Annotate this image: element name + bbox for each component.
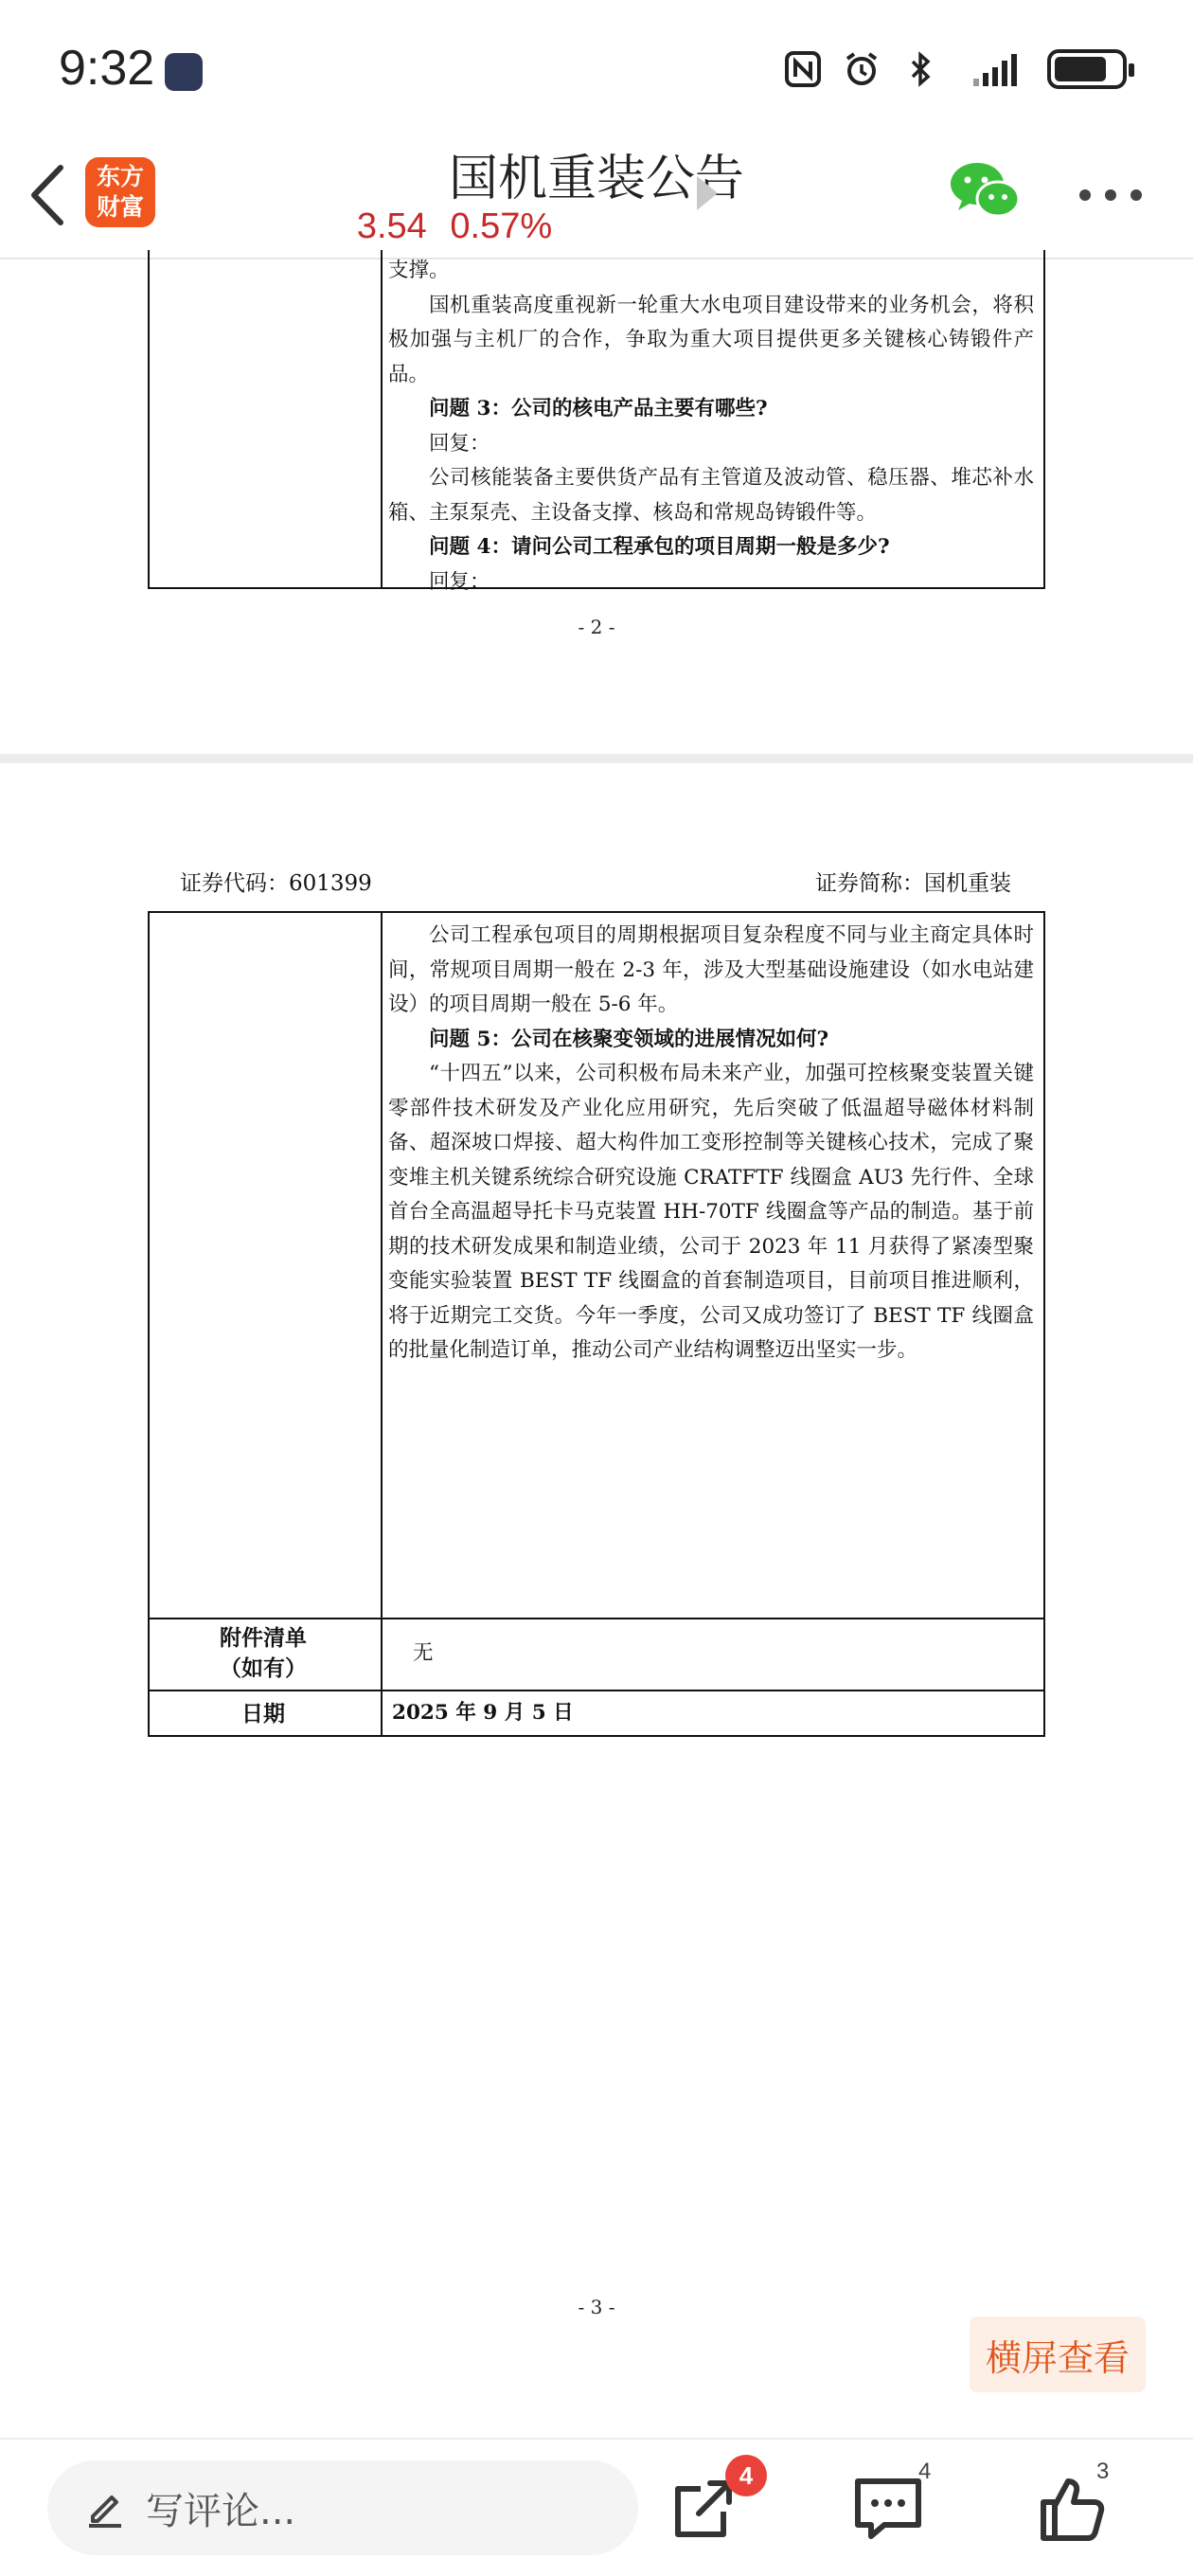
stock-quote: [0, 206, 909, 247]
brand-line-1: 东方: [96, 163, 144, 190]
page-number: - 3 -: [578, 2296, 615, 2318]
status-icons: [784, 45, 1127, 93]
question-heading: 问题 4：请问公司工程承包的项目周期一般是多少?: [429, 535, 890, 559]
doc-line: 回复：: [429, 569, 490, 594]
more-dot-icon: [1105, 189, 1116, 201]
comment-placeholder: 写评论...: [146, 2489, 296, 2533]
battery-icon: [1047, 49, 1127, 89]
attachment-row: [148, 1618, 1045, 1690]
comment-input[interactable]: [47, 2460, 638, 2555]
date-value: 2025 年 9 月 5 日: [392, 1701, 574, 1725]
comment-count: 4: [918, 2459, 932, 2484]
share-count-badge: 4: [725, 2455, 767, 2496]
attachment-label-line: 附件清单: [220, 1625, 307, 1651]
brand-line-2: 财富: [96, 193, 144, 221]
attachment-label-line: （如有）: [220, 1655, 307, 1681]
wechat-share-icon[interactable]: [949, 159, 1021, 222]
more-dot-icon: [1131, 189, 1142, 201]
page2-table: [148, 250, 1045, 594]
comment-icon[interactable]: [848, 2468, 928, 2548]
doc-paragraph: 国机重装高度重视新一轮重大水电项目建设带来的业务机会，将积极加强与主机厂的合作，争取为重大项目提供更多关键核心铸锻件产品。: [388, 293, 1034, 386]
date-label: 日期: [241, 1701, 285, 1726]
pencil-icon: [85, 2488, 125, 2528]
doc-paragraph: 公司工程承包项目的周期根据项目复杂程度不同与业主商定具体时间，常规项目周期一般在 2-3 年，涉及大型基础设施建设（如水电站建设）的项目周期一般在 5-6 年。: [388, 923, 1034, 1016]
page3-cell: [388, 919, 1034, 1368]
security-name: 证券简称：国机重装: [815, 871, 1011, 896]
page-number: - 2 -: [578, 616, 615, 638]
caret-right-icon[interactable]: [697, 176, 718, 210]
pdf-viewer[interactable]: [0, 259, 1193, 2438]
like-count: 3: [1096, 2459, 1110, 2484]
page-title: 国机重装公告: [448, 151, 744, 207]
doc-paragraph: 公司核能装备主要供货产品有主管道及波动管、稳压器、堆芯补水箱、主泵泵壳、主设备支撑、核岛和常规岛铸锻件等。: [388, 466, 1034, 525]
stock-price: 3.54: [356, 206, 427, 246]
notification-app-icon: [165, 53, 203, 91]
page3-table: [148, 911, 1045, 1737]
question-heading: 问题 3：公司的核电产品主要有哪些?: [429, 397, 768, 420]
bottom-action-bar: [0, 2438, 1193, 2576]
security-code: 证券代码：601399: [180, 871, 372, 896]
doc-paragraph: “十四五”以来，公司积极布局未来产业，加强可控核聚变装置关键零部件技术研发及产业化应用研究，先后突破了低温超导磁体材料制备、超深坡口焊接、超大构件加工变形控制等关键核心技术，完成了聚变堆主机关键系统综合研究设施 CRATFTF 线圈盒 AU3 先行件、全球首台全高温超导托卡马克装置 HH-70TF 线圈盒等产品的制造。基于前期的技术研发成果和制造业绩，公司于 2023 年 11 月获得了紧凑型聚变能实验装置 BEST TF 线圈盒的首套制造项目，目前项目推进顺利，将于近期完工交货。今年一季度，公司又成功签订了 BEST TF 线圈盒的批量化制造订单，推动公司产业结构调整迈出坚实一步。: [388, 1062, 1034, 1362]
table-divider: [381, 913, 383, 1735]
bluetooth-icon: [901, 50, 939, 88]
stock-change: 0.57%: [450, 206, 553, 246]
signal-icon: [960, 50, 1026, 88]
attachment-value: 无: [413, 1641, 434, 1665]
more-options-button[interactable]: [1079, 188, 1142, 203]
doc-line: 支撑。: [388, 259, 450, 282]
question-heading: 问题 5：公司在核聚变领域的进展情况如何?: [429, 1027, 829, 1051]
more-dot-icon: [1079, 189, 1091, 201]
status-time: 9:32: [59, 41, 155, 96]
page2-cell: [388, 254, 1034, 599]
table-divider: [381, 250, 383, 587]
page-separator: [0, 754, 1193, 763]
doc-line: 回复：: [429, 431, 490, 456]
landscape-view-button[interactable]: 横屏查看: [970, 2317, 1146, 2392]
date-row: [148, 1690, 1045, 1737]
nfc-icon: [784, 50, 822, 88]
app-header: [0, 133, 1193, 259]
attachment-label: [148, 1623, 379, 1684]
status-bar: [0, 0, 1193, 133]
alarm-icon: [843, 50, 881, 88]
